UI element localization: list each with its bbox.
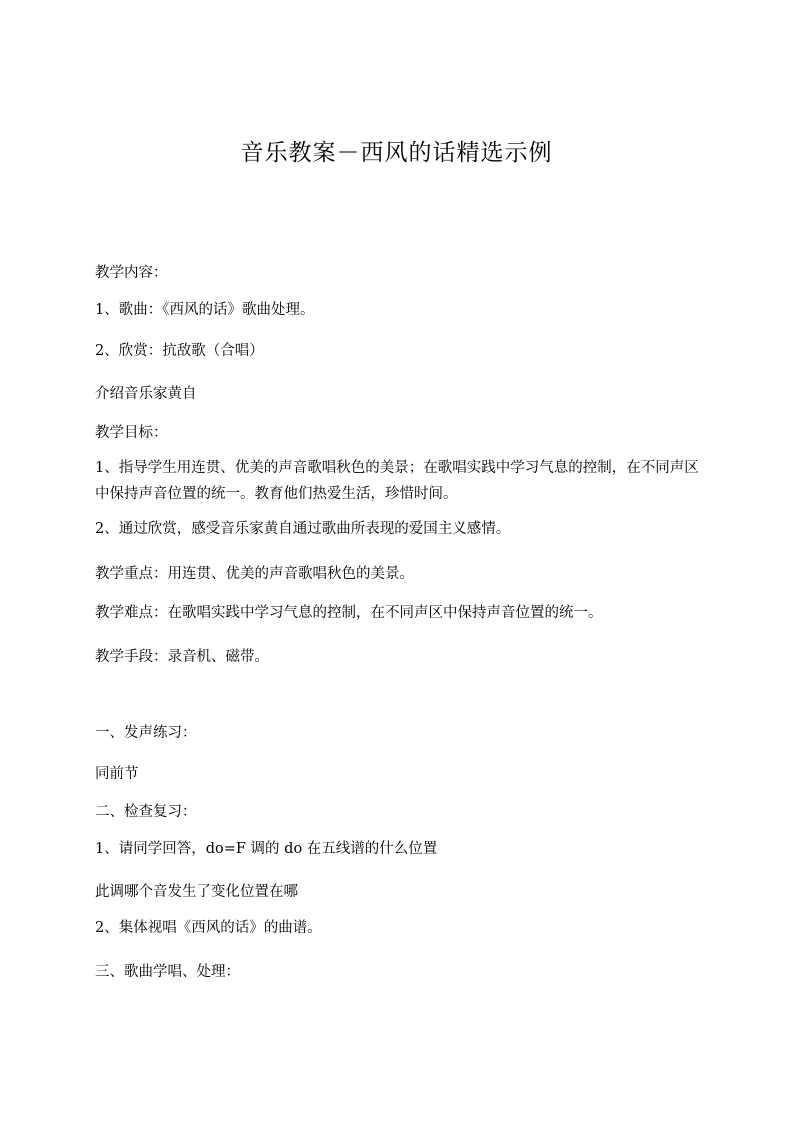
review-item-question: 此调哪个音发生了变化位置在哪 [95,884,298,900]
content-item-song: 1、歌曲：《西风的话》歌曲处理。 [95,302,315,318]
teaching-focus: 教学重点：用连贯、优美的声音歌唱秋色的美景。 [95,566,414,582]
content-note-composer: 介绍音乐家黄自 [95,386,197,402]
objective-item-2: 2、通过欣赏，感受音乐家黄自通过歌曲所表现的爱国主义感情。 [95,521,511,537]
step-heading-vocal-practice: 一、发声练习： [95,725,197,741]
teaching-tools: 教学手段：录音机、磁带。 [95,649,269,665]
objective-item-1: 1、指导学生用连贯、优美的声音歌唱秋色的美景；在歌唱实践中学习气息的控制，在不同声区中保持声音位置的统一。教育他们热爱生活，珍惜时间。 [95,460,699,502]
page-title: 音乐教案－西风的话精选示例 [240,140,553,166]
content-item-appreciation: 2、欣赏：抗敌歌（合唱） [95,343,264,359]
section-heading-content: 教学内容： [95,265,168,281]
step-note-same-as-before: 同前节 [95,766,139,782]
step-heading-song-learning: 三、歌曲学唱、处理： [95,964,240,980]
review-item-2: 2、集体视唱《西风的话》的曲谱。 [95,920,322,936]
teaching-difficulty: 教学难点：在歌唱实践中学习气息的控制，在不同声区中保持声音位置的统一。 [95,605,603,621]
section-heading-objectives: 教学目标： [95,425,168,441]
review-item-1: 1、请同学回答，do=F 调的 do 在五线谱的什么位置 [95,841,438,857]
step-heading-review: 二、检查复习： [95,804,197,820]
